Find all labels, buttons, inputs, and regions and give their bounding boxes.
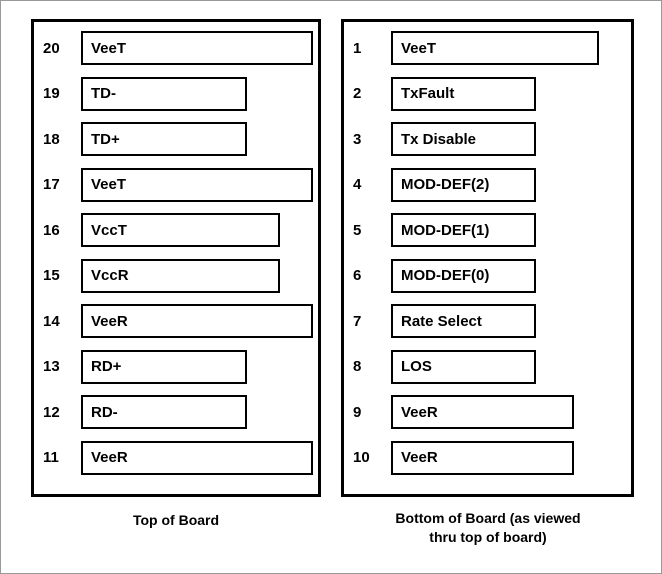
top-board-pin-label-box: RD- bbox=[81, 395, 247, 429]
top-board-pin-number: 18 bbox=[43, 130, 60, 148]
bottom-board-pin-row bbox=[353, 77, 536, 111]
bottom-board-caption bbox=[339, 509, 637, 547]
top-board-pin-number: 13 bbox=[43, 358, 60, 375]
top-board-pin-label-box: VeeT bbox=[81, 31, 313, 65]
bottom-board-pin-number: 4 bbox=[353, 176, 362, 193]
top-board-pin-number: 12 bbox=[43, 403, 60, 421]
top-board-pin-label-box: TD- bbox=[81, 77, 247, 111]
bottom-board-pin-row bbox=[353, 395, 574, 429]
bottom-board-pin-label-box: TxFault bbox=[391, 77, 536, 111]
bottom-board-pin-number: 1 bbox=[353, 39, 362, 57]
bottom-board-pin-label-box: VeeR bbox=[391, 441, 574, 475]
top-board-pin-row bbox=[43, 31, 313, 65]
bottom-board-pin-row bbox=[353, 168, 536, 202]
top-board-pin-row bbox=[43, 213, 280, 247]
top-board-pin-label-box: RD+ bbox=[81, 350, 247, 384]
bottom-board-pin-row bbox=[353, 31, 599, 65]
bottom-board-pin-label-box: MOD-DEF(2) bbox=[391, 168, 536, 202]
bottom-board-pin-row bbox=[353, 304, 536, 338]
top-board-pin-row bbox=[43, 304, 313, 338]
bottom-board-pin-number: 9 bbox=[353, 403, 362, 421]
top-board-pin-number: 19 bbox=[43, 85, 60, 102]
bottom-board-pin-label-box: VeeR bbox=[391, 395, 574, 429]
top-board-pin-row bbox=[43, 259, 280, 293]
top-board-caption bbox=[31, 511, 321, 530]
bottom-board-caption-line1: Bottom of Board (as viewed bbox=[395, 510, 581, 526]
top-board-pin-number: 17 bbox=[43, 176, 60, 193]
bottom-board-pin-label-box: VeeT bbox=[391, 31, 599, 65]
bottom-board-pin-row bbox=[353, 259, 536, 293]
top-board-pin-label-box: VeeR bbox=[81, 304, 313, 338]
top-board-pin-row bbox=[43, 350, 247, 384]
top-board-pin-number: 20 bbox=[43, 39, 60, 57]
top-board-pin-label-box: VeeT bbox=[81, 168, 313, 202]
top-board-pin-label-box: VeeR bbox=[81, 441, 313, 475]
top-board-pin-row bbox=[43, 122, 247, 156]
bottom-board-pin-number: 8 bbox=[353, 358, 362, 375]
bottom-board-pin-number: 7 bbox=[353, 312, 362, 330]
bottom-board-pin-label-box: LOS bbox=[391, 350, 536, 384]
top-board-pin-number: 16 bbox=[43, 221, 60, 239]
top-board-caption-text: Top of Board bbox=[132, 512, 220, 528]
bottom-board-pin-label-box: MOD-DEF(1) bbox=[391, 213, 536, 247]
top-board-pin-row bbox=[43, 441, 313, 475]
bottom-board-pin-label-box: Tx Disable bbox=[391, 122, 536, 156]
bottom-board-pin-number: 10 bbox=[353, 449, 370, 466]
top-board-pin-row bbox=[43, 395, 247, 429]
bottom-board-pin-row bbox=[353, 122, 536, 156]
bottom-board-pin-row bbox=[353, 441, 574, 475]
top-board-pin-number: 11 bbox=[43, 449, 59, 466]
top-board-pin-row bbox=[43, 168, 313, 202]
top-board-pin-row bbox=[43, 77, 247, 111]
bottom-board-caption-line2: thru top of board) bbox=[429, 528, 547, 545]
top-board-pin-label-box: VccT bbox=[81, 213, 280, 247]
bottom-board-pin-label-box: MOD-DEF(0) bbox=[391, 259, 536, 293]
top-board-pin-label-box: VccR bbox=[81, 259, 280, 293]
bottom-board-pin-row bbox=[353, 213, 536, 247]
top-board-pin-label-box: TD+ bbox=[81, 122, 247, 156]
top-board-pin-number: 15 bbox=[43, 267, 60, 284]
bottom-board-pin-label-box: Rate Select bbox=[391, 304, 536, 338]
top-board-pin-number: 14 bbox=[43, 312, 60, 330]
bottom-board-pin-number: 6 bbox=[353, 267, 362, 284]
bottom-board-pin-number: 2 bbox=[353, 85, 362, 102]
bottom-board-pin-row bbox=[353, 350, 536, 384]
bottom-board-pin-number: 5 bbox=[353, 221, 362, 239]
bottom-board-pin-number: 3 bbox=[353, 130, 362, 148]
